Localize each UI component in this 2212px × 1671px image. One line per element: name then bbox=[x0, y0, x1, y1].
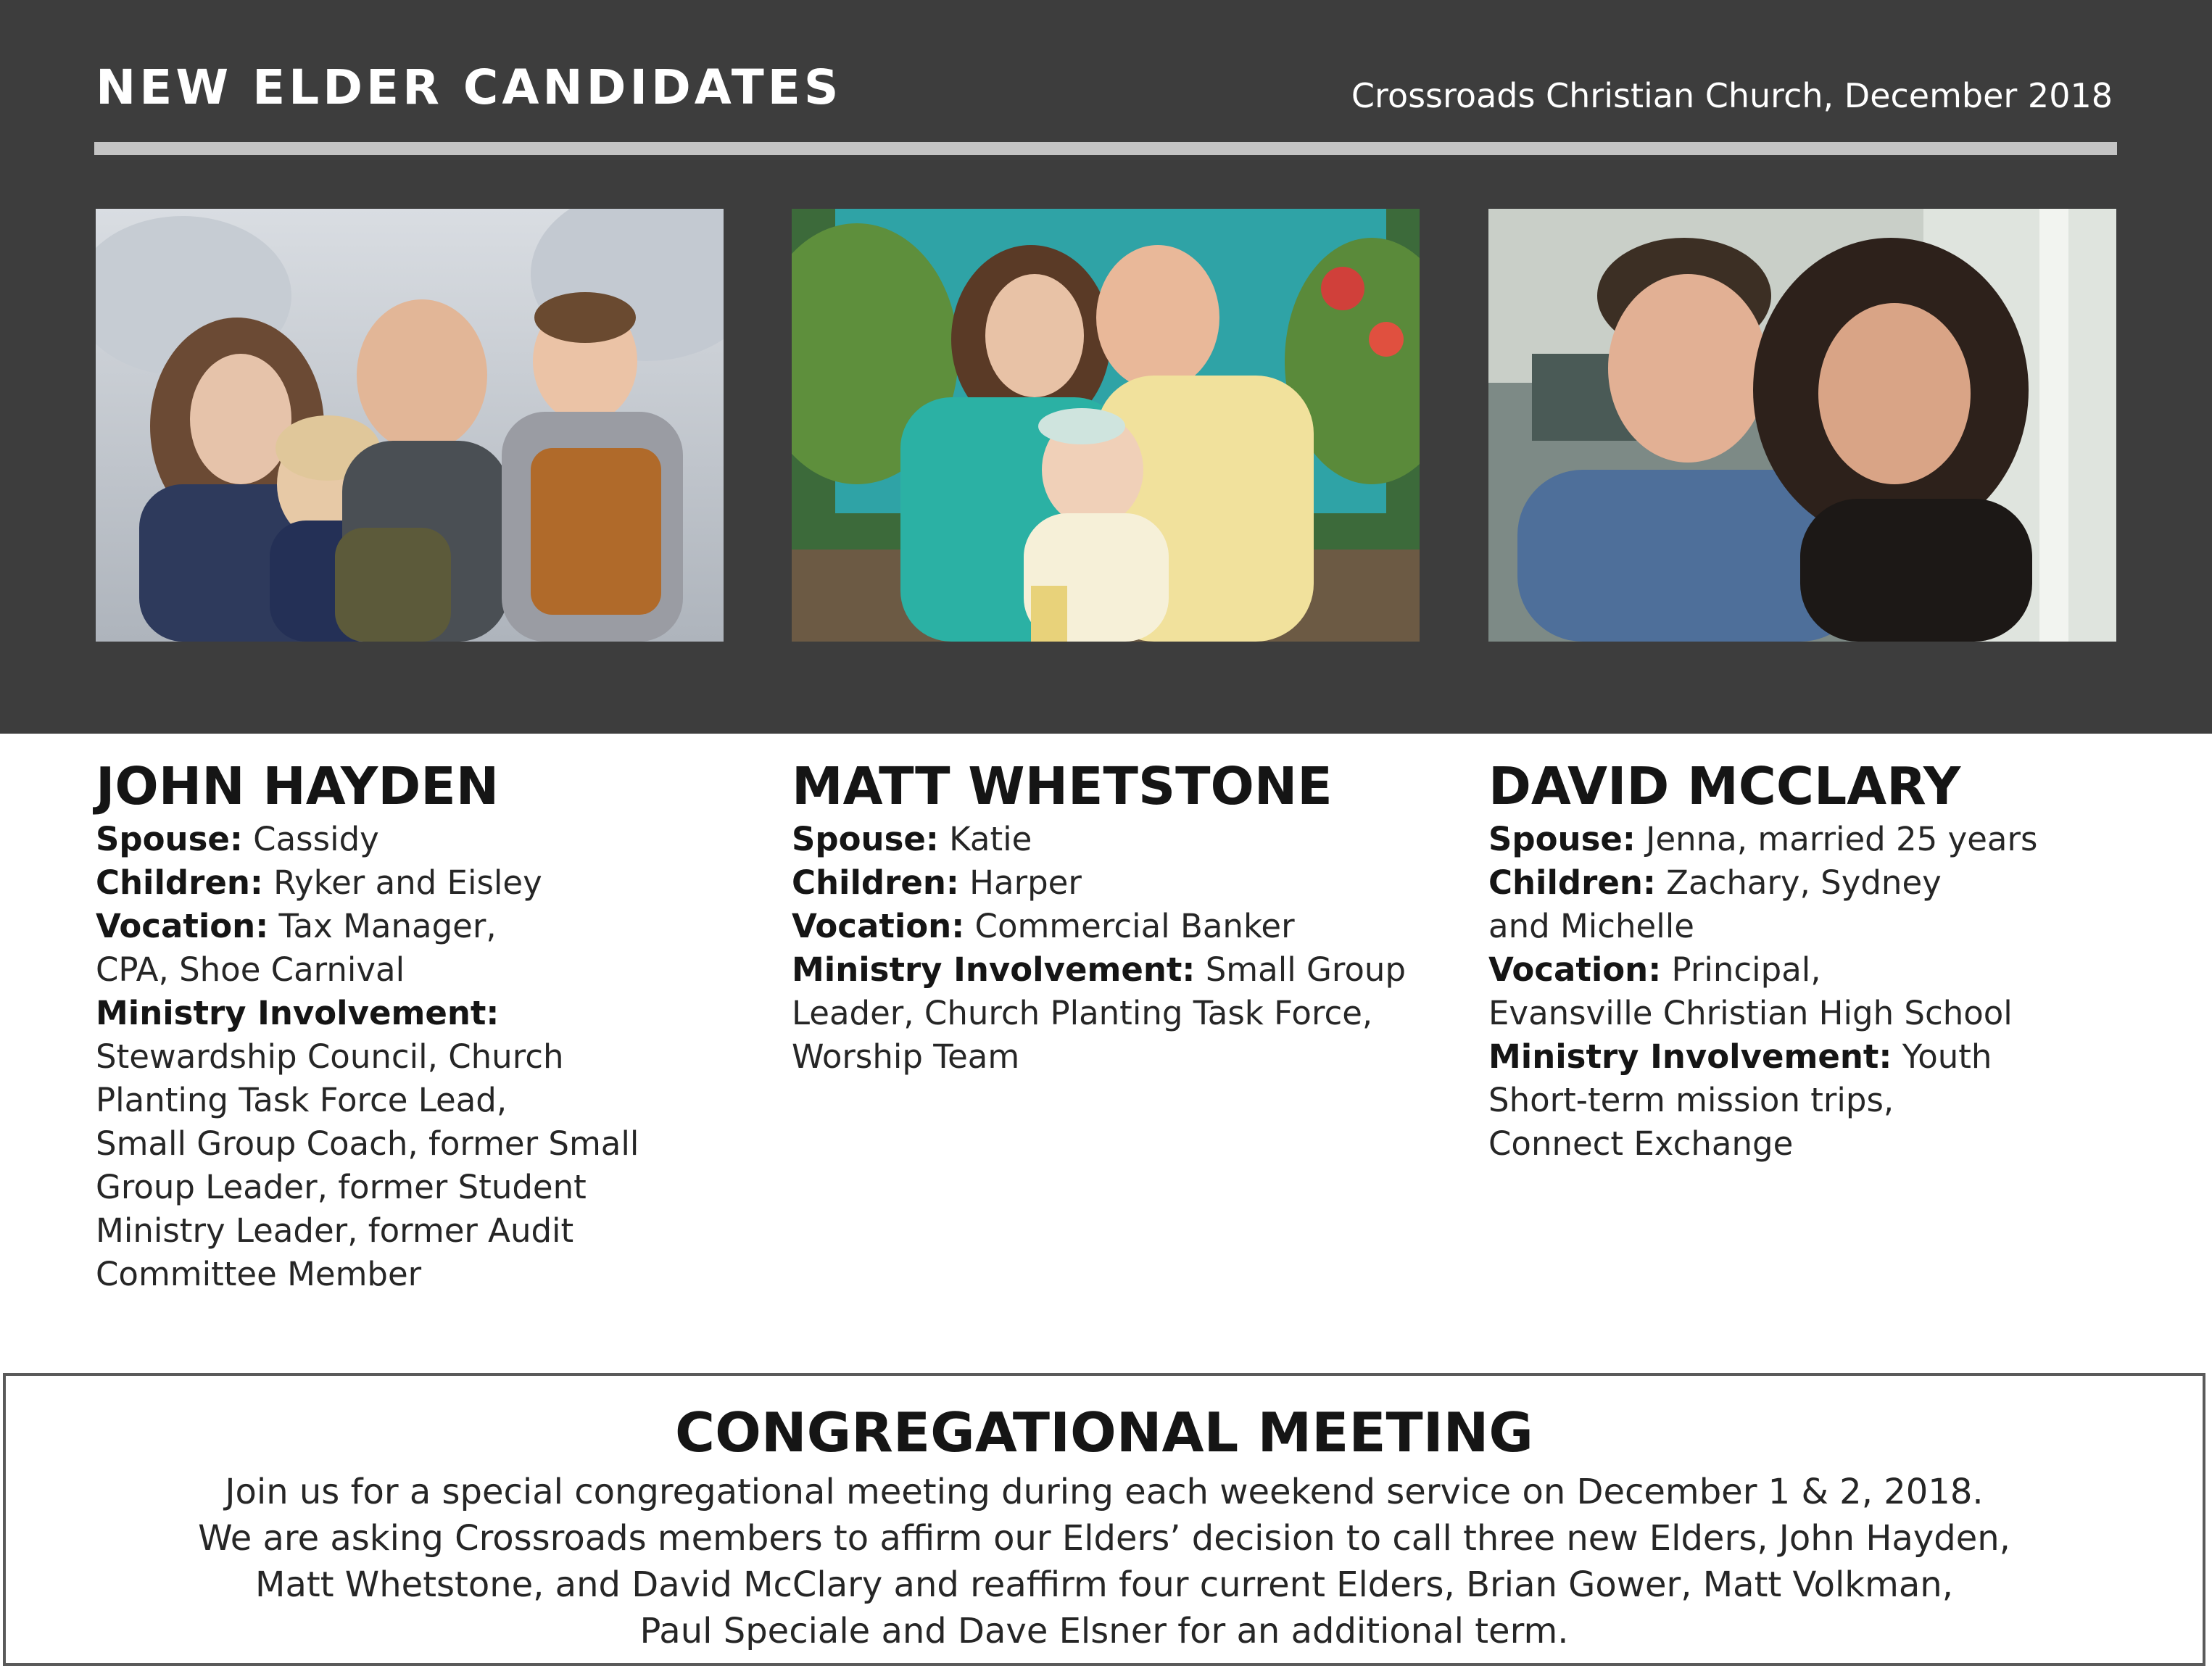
couple-photo-icon bbox=[1488, 209, 2116, 642]
detail-line: Vocation: Tax Manager, bbox=[96, 907, 497, 945]
detail-line: Ministry Involvement: Small Group bbox=[792, 950, 1407, 989]
page-subtitle: Crossroads Christian Church, December 2018 bbox=[1351, 76, 2113, 115]
meeting-line: We are asking Crossroads members to affirm our Elders’ decision to call three new Elders, John Hayden, bbox=[198, 1518, 2010, 1559]
candidate-name: JOHN HAYDEN bbox=[96, 756, 500, 816]
candidate-card-john-hayden bbox=[96, 755, 734, 1296]
detail-line: CPA, Shoe Carnival bbox=[96, 950, 405, 989]
detail-line: Evansville Christian High School bbox=[1488, 994, 2013, 1032]
page-title: NEW ELDER CANDIDATES bbox=[96, 59, 842, 115]
family-photo-icon bbox=[96, 209, 724, 642]
detail-line: Vocation: Commercial Banker bbox=[792, 907, 1295, 945]
detail-line: Spouse: Jenna, married 25 years bbox=[1488, 820, 2038, 858]
meeting-title: CONGREGATIONAL MEETING bbox=[675, 1401, 1533, 1464]
detail-line: Ministry Involvement: Youth bbox=[1488, 1037, 1992, 1076]
header-divider bbox=[94, 142, 2117, 155]
detail-line: Leader, Church Planting Task Force, bbox=[792, 994, 1373, 1032]
detail-line: Small Group Coach, former Small bbox=[96, 1124, 639, 1163]
detail-line: Vocation: Principal, bbox=[1488, 950, 1821, 989]
candidate-name: DAVID MCCLARY bbox=[1488, 756, 1961, 816]
meeting-line: Join us for a special congregational meeting during each weekend service on December 1 & 2, 2018. bbox=[225, 1472, 1984, 1512]
detail-line: Planting Task Force Lead, bbox=[96, 1081, 508, 1119]
candidate-card-david-mcclary bbox=[1488, 755, 2126, 1166]
detail-line: Worship Team bbox=[792, 1037, 1020, 1076]
meeting-notice-box bbox=[3, 1373, 2205, 1666]
header-band bbox=[0, 0, 2212, 734]
candidate-name: MATT WHETSTONE bbox=[792, 756, 1333, 816]
detail-line: Spouse: Katie bbox=[792, 820, 1032, 858]
detail-line: Children: Ryker and Eisley bbox=[96, 863, 542, 902]
candidate-photo-3 bbox=[1488, 209, 2116, 642]
detail-line: Children: Zachary, Sydney bbox=[1488, 863, 1942, 902]
family-photo-icon bbox=[792, 209, 1420, 642]
candidate-photo-1 bbox=[96, 209, 724, 642]
meeting-line: Matt Whetstone, and David McClary and reaffirm four current Elders, Brian Gower, Matt Volkman, bbox=[255, 1564, 1953, 1605]
detail-line: Group Leader, former Student bbox=[96, 1168, 587, 1206]
meeting-line: Paul Speciale and Dave Elsner for an additional term. bbox=[639, 1611, 1569, 1651]
detail-line: Committee Member bbox=[96, 1255, 422, 1293]
detail-line: Short-term mission trips, bbox=[1488, 1081, 1894, 1119]
detail-line: Stewardship Council, Church bbox=[96, 1037, 564, 1076]
detail-line: Spouse: Cassidy bbox=[96, 820, 379, 858]
detail-line: Children: Harper bbox=[792, 863, 1082, 902]
meeting-body bbox=[6, 1469, 2203, 1654]
detail-line: Ministry Involvement: bbox=[96, 994, 500, 1032]
detail-line: Ministry Leader, former Audit bbox=[96, 1211, 574, 1250]
detail-line: Connect Exchange bbox=[1488, 1124, 1794, 1163]
candidate-card-matt-whetstone bbox=[792, 755, 1430, 1079]
candidate-photo-2 bbox=[792, 209, 1420, 642]
detail-line: and Michelle bbox=[1488, 907, 1694, 945]
